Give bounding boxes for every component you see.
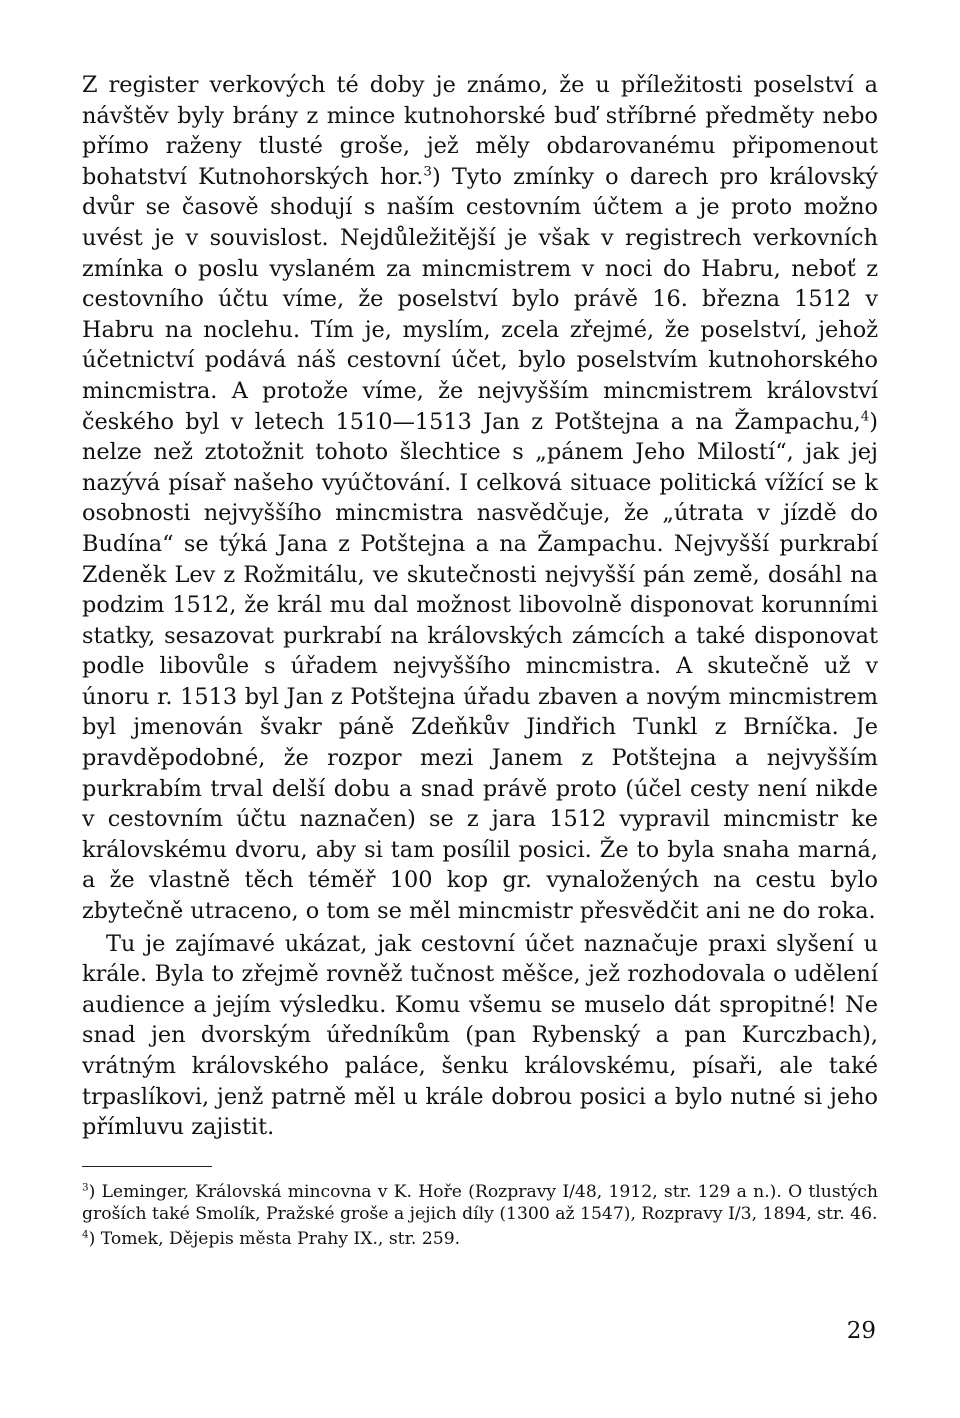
footnote-mark-4: 4	[82, 1228, 89, 1241]
paragraph-2	[82, 929, 878, 1143]
page-number: 29	[846, 1318, 876, 1344]
paragraph-1-text-b: ) Tyto zmínky o darech pro královský dvůr se časově shodují s naším cestovním účtem a je proto možno uvést je v souvislost. Nejdůležitější je však v registrech verkovních zmínka o poslu vyslaném za mincmistrem v noci do Habru, neboť z cestovního účtu víme, že poselství bylo právě 16. března 1512 v Habru na noclehu. Tím je, myslím, zcela zřejmé, že poselství, jehož účetnictví podává náš cestovní účet, bylo poselstvím kutnohorského mincmistra. A protože víme, že nejvyšším mincmistrem království českého byl v letech 1510—1513 Jan z Potštejna a na Žampachu,	[82, 163, 878, 435]
paragraph-2-text: Tu je zajímavé ukázat, jak cestovní účet naznačuje praxi slyšení u krále. Byla to zřejmě rovněž tučnost měšce, jež rozhodovala o udělení audience a jejím výsledku. Komu všemu se muselo dát spropitné! Ne snad jen dvorským úředníkům (pan Rybenský a pan Kurczbach), vrátným královského paláce, šenku královskému, písaři, ale také trpaslíkovi, jenž patrně měl u krále dobrou posici a bylo nutné si jeho přímluvu zajistit.	[82, 930, 878, 1141]
footnote-4	[82, 1228, 878, 1250]
footnote-ref-3: 3	[423, 164, 432, 180]
footnote-separator	[82, 1166, 212, 1167]
body-text	[82, 70, 878, 1143]
paragraph-1-text-a: Z register verkových té doby je známo, že u příležitosti poselství a návštěv byly brány z mince kutnohorské buď stříbrné předměty nebo přímo raženy tlusté groše, jež měly obdarovanému připomenout bohatství Kutnohorských hor.	[82, 72, 878, 190]
paragraph-1-text-c: ) nelze než ztotožnit tohoto šlechtice s „pánem Jeho Milostí“, jak jej nazývá písař našeho vyúčtování. I celková situace politická vížící se k osobnosti nejvyššího mincmistra nasvědčuje, že „útrata v jízdě do Budína“ se týká Jana z Potštejna a na Žampachu. Nejvyšší purkrabí Zdeněk Lev z Rožmitálu, ve skutečnosti nejvyšší pán země, dosáhl na podzim 1512, že král mu dal možnost libovolně disponovat korunními statky, sesazovat purkrabí na královských zámcích a také disponovat podle libovůle s úřadem nejvyššího mincmistra. A skutečně už v únoru r. 1513 byl Jan z Potštejna úřadu zbaven a novým mincmistrem byl jmenován švakr páně Zdeňkův Jindřich Tunkl z Brníčka. Je pravděpodobné, že rozpor mezi Janem z Potštejna a nejvyšším purkrabím trval delší dobu a snad právě proto (účel cesty není nikde v cestovním účtu naznačen) se z jara 1512 vypravil mincmistr ke královskému dvoru, aby si tam posílil posici. Že to byla snaha marná, a že vlastně těch téměř 100 kop gr. vynaložených na cestu bylo zbytečně utraceno, o tom se měl mincmistr přesvědčit ani ne do roka.	[82, 408, 878, 925]
footnote-4-text: ) Tomek, Dějepis města Prahy IX., str. 259.	[88, 1229, 461, 1249]
footnote-3	[82, 1181, 878, 1225]
footnote-mark-3: 3	[82, 1181, 89, 1194]
footnote-3-text: ) Leminger, Královská mincovna v K. Hoře (Rozpravy I/48, 1912, str. 129 a n.). O tlustých groších také Smolík, Pražské groše a jejich díly (1300 až 1547), Rozpravy I/3, 1894, str. 46.	[82, 1182, 878, 1224]
paragraph-1	[82, 70, 878, 927]
footnote-ref-4: 4	[860, 409, 870, 425]
footnotes	[82, 1181, 878, 1253]
